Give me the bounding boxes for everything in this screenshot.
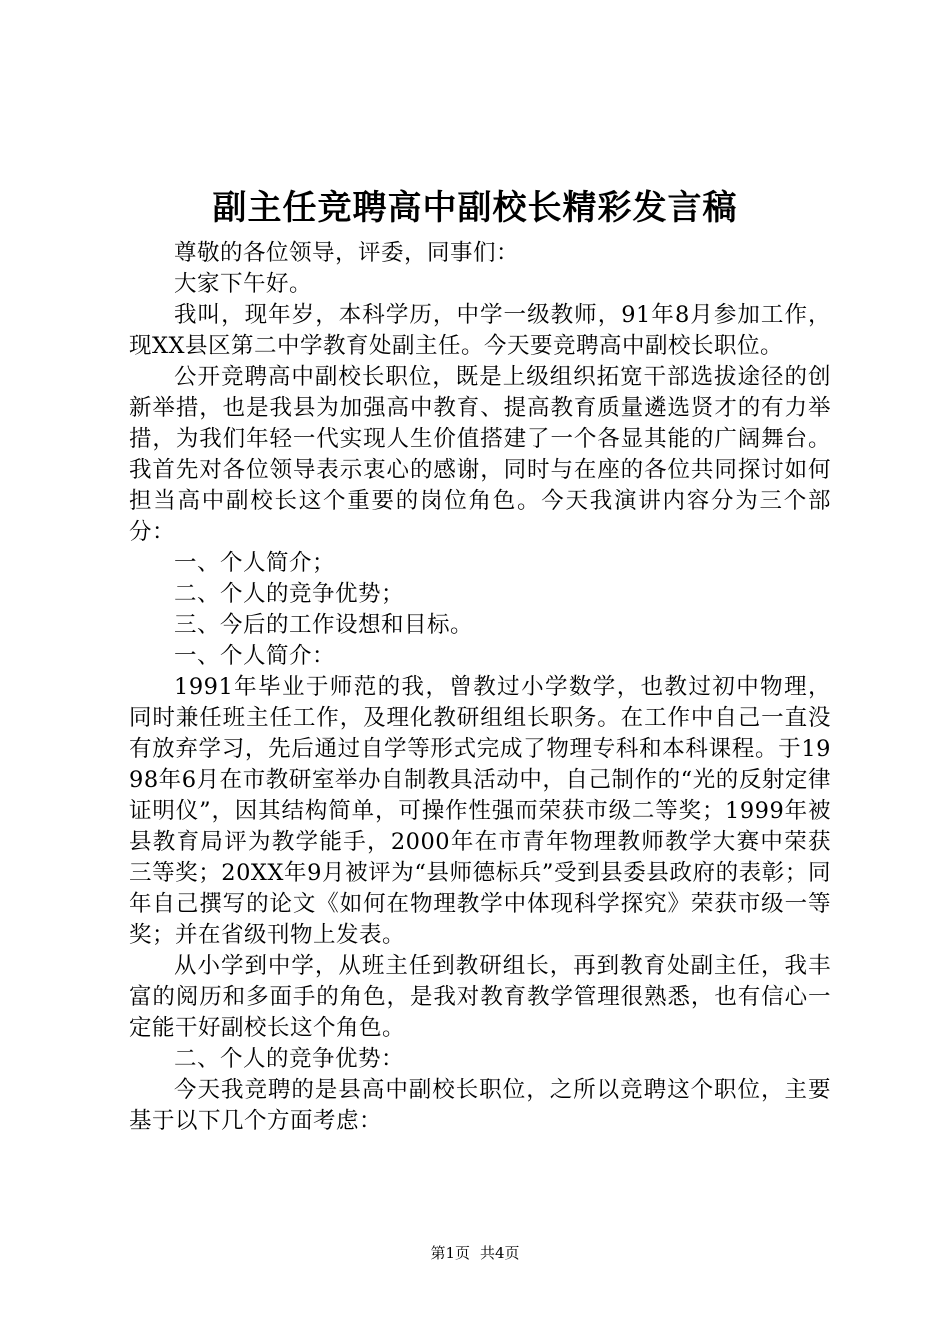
paragraph-outline-item-3: 三、今后的工作设想和目标。: [174, 612, 474, 638]
paragraph-outline-item-1: 一、个人简介；: [174, 550, 336, 576]
paragraph-advantages-intro: 今天我竞聘的是县高中副校长职位，之所以竞聘这个职位，主要基于以下几个方面考虑：: [129, 1077, 831, 1134]
paragraph-self-intro: 我叫，现年岁，本科学历，中学一级教师，91年8月参加工作，现XX县区第二中学教育处副主任。今天要竞聘高中副校长职位。: [129, 302, 831, 359]
paragraph-outline-item-2: 二、个人的竞争优势；: [174, 581, 405, 607]
paragraph-opening: 公开竞聘高中副校长职位，既是上级组织拓宽干部选拔途径的创新举措，也是我县为加强高中教育、提高教育质量遴选贤才的有力举措，为我们年轻一代实现人生价值搭建了一个各显其能的广阔舞台。我首先对各位领导表示衷心的感谢，同时与在座的各位共同探讨如何担当高中副校长这个重要的岗位角色。今天我演讲内容分为三个部分：: [129, 364, 831, 545]
section-heading-advantages: 二、个人的竞争优势：: [174, 1046, 405, 1072]
page-total: 共4页: [480, 1244, 520, 1262]
page-number: 第1页: [430, 1244, 470, 1262]
paragraph-salutation: 尊敬的各位领导，评委，同事们：: [174, 240, 520, 266]
paragraph-career-history: 1991年毕业于师范的我，曾教过小学数学，也教过初中物理，同时兼任班主任工作，及理化教研组组长职务。在工作中自己一直没有放弃学习，先后通过自学等形式完成了物理专科和本科课程。于1998年6月在市教研室举办自制教具活动中，自己制作的“光的反射定律证明仪”，因其结构简单，可操作性强而荣获市级二等奖；1999年被县教育局评为教学能手，2000年在市青年物理教师教学大赛中荣获三等奖；20XX年9月被评为“县师德标兵”受到县委县政府的表彰；同年自己撰写的论文《如何在物理教学中体现科学探究》荣获市级一等奖；并在省级刊物上发表。: [129, 674, 831, 948]
page-footer: [0, 1243, 950, 1263]
paragraph-experience-summary: 从小学到中学，从班主任到教研组长，再到教育处副主任，我丰富的阅历和多面手的角色，是我对教育教学管理很熟悉，也有信心一定能干好副校长这个角色。: [129, 953, 831, 1041]
document-title: 副主任竞聘高中副校长精彩发言稿: [212, 188, 738, 228]
section-heading-profile: 一、个人简介：: [174, 643, 336, 669]
paragraph-greeting: 大家下午好。: [174, 271, 313, 297]
document-body: [129, 238, 831, 1137]
